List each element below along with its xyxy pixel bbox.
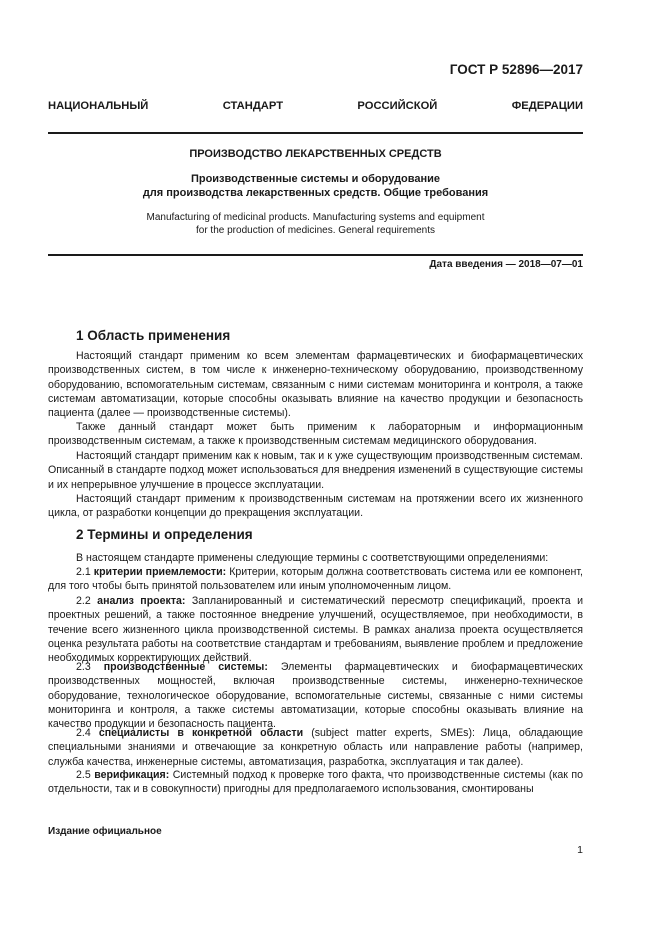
term-name: верификация: [94, 769, 170, 781]
introduction-date: Дата введения — 2018—07—01 [429, 259, 583, 270]
edition-label: Издание официальное [48, 826, 162, 837]
document-title: ПРОИЗВОДСТВО ЛЕКАРСТВЕННЫХ СРЕДСТВ [189, 148, 442, 160]
section-1-paragraph: Настоящий стандарт применим как к новым, так и к уже существующим производственным системам. Описанный в стандарте подход может использоваться для внедрения изменений в существующие системы и их непрерывное улучшение в процессе эксплуатации. [48, 450, 583, 491]
section-2-intro: В настоящем стандарте применены следующие термины с соответствующими определениями: [76, 552, 549, 564]
document-subtitle [48, 172, 583, 200]
section-2-heading: 2 Термины и определения [76, 527, 253, 542]
term-number: 2.5 [76, 769, 91, 781]
term-entry [48, 768, 583, 797]
english-title-line-2: for the production of medicines. General requirements [195, 225, 435, 236]
term-name: анализ проекта: [97, 595, 186, 607]
term-number: 2.1 [76, 566, 91, 578]
section-1-paragraph: Настоящий стандарт применим к производственным системам на протяжении всего их жизненного цикла, от разработки концепции до прекращения эксплуатации. [48, 493, 583, 520]
subtitle-line-1: Производственные системы и оборудование [190, 173, 441, 185]
term-name: производственные системы: [103, 661, 268, 673]
top-divider [48, 132, 583, 134]
english-title-line-1: Manufacturing of medicinal products. Manufacturing systems and equipment [146, 212, 485, 223]
national-standard-heading: НАЦИОНАЛЬНЫЙ СТАНДАРТ РОССИЙСКОЙ ФЕДЕРАЦИИ [48, 100, 583, 112]
title-divider [48, 254, 583, 256]
term-entry [48, 660, 583, 732]
term-definition: Системный подход к проверке того факта, что производственные системы (как по отдельности, так и в совокупности) пригодны для предполагаемого использования, смонтированы [48, 769, 584, 796]
term-number: 2.2 [76, 595, 91, 607]
term-name: специалисты в конкретной области [98, 727, 304, 739]
section-1-paragraph: Также данный стандарт может быть применим к лабораторным и информационным производственным системам, а также к производственным системам медицинского оборудования. [48, 421, 583, 448]
english-title [48, 211, 583, 237]
section-1-paragraph: Настоящий стандарт применим ко всем элементам фармацевтических и биофармацевтических производственных систем, в том числе к инженерно-техническому оборудованию, производственному оборудованию, вспомогательным системам, связанным с ними системам мониторинга и контроля, а также системам автоматизации, которые способны оказывать влияние на качество продукции и безопасность пациента (далее — производственные системы). [48, 350, 583, 420]
document-number: ГОСТ Р 52896—2017 [449, 62, 583, 77]
term-entry [48, 594, 583, 666]
term-entry [48, 565, 583, 594]
term-number: 2.4 [76, 727, 91, 739]
term-entry [48, 726, 583, 769]
term-number: 2.3 [76, 661, 91, 673]
page-number: 1 [577, 844, 583, 856]
term-definition: Критерии, которым должна соответствовать система или ее компонент, для того чтобы быть принятой пользователем или иным уполномоченным лицом. [48, 566, 583, 593]
term-name: критерии приемлемости: [93, 566, 227, 578]
term-definition: Запланированный и систематический пересмотр спецификаций, проекта и проектных решений, а также постоянное внедрение улучшений, осуществляемое, при необходимости, в течение всего жизненного цикла производственной системы. В рамках анализа проекта осуществляется оценка результата работы на соответствие стандартам и требованиям, выявление проблем и предложение необходимых корректирующих действий. [48, 595, 583, 665]
term-definition: (subject matter experts, SMEs): Лица, обладающие специальными знаниями и отвечающие за конкретную область или направление работы (например, служба качества, инженерные системы, автоматизация, разработка, эксплуатация и так далее). [48, 727, 583, 768]
subtitle-line-2: для производства лекарственных средств. Общие требования [142, 187, 489, 199]
section-1-heading: 1 Область применения [76, 328, 231, 343]
term-definition: Элементы фармацевтических и биофармацевтических производственных мощностей, включая производственные системы, инженерно-техническое оборудование, технологическое оборудование, вспомогательные системы, связанные с ними системы мониторинга и контроля, а также системы автоматизации, которые способны оказывать влияние на качество продукции и безопасность пациента. [48, 661, 583, 731]
